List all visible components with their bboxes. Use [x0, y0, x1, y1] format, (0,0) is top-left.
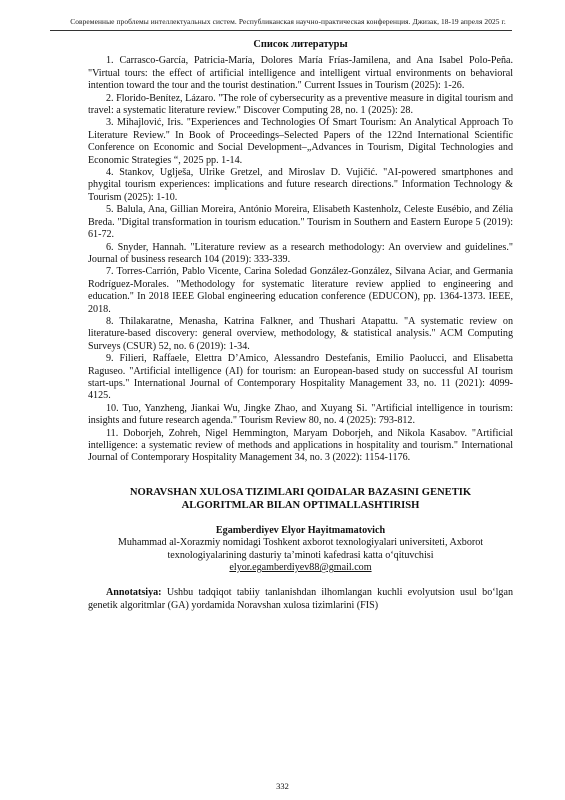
author-email-link[interactable]: elyor.egamberdiyev88@gmail.com: [229, 562, 372, 574]
reference-item: 11. Doborjeh, Zohreh, Nigel Hemmington, Maryam Doborjeh, and Nikola Kasabov. "Artificial intelligence: a systematic review of methods and applications in hospitality and tourism." International Journal of Contemporary Hospitality Management 34, no. 3 (2022): 1154-1176.: [88, 427, 513, 464]
reference-item: 2. Florido-Benítez, Lázaro. "The role of cybersecurity as a preventive measure in digital tourism and travel: a systematic literature review." Discover Computing 28, no. 1 (2025): 28.: [88, 92, 513, 117]
reference-item: 10. Tuo, Yanzheng, Jiankai Wu, Jingke Zhao, and Xuyang Si. "Artificial intelligence in tourism: insights and future research agenda." Tourism Review 80, no. 4 (2025): 793-812.: [88, 402, 513, 427]
abstract-label: Annotatsiya:: [106, 587, 162, 599]
reference-item: 1. Carrasco-García, Patricia-María, Dolores María Frías-Jamilena, and Ana Isabel Polo-Peña. "Virtual tours: the effect of artificial intelligence and intelligent virtual environments on behavioral intention toward the tour and the tourist destination." Current Issues in Tourism (2025): 1-26.: [88, 55, 513, 92]
author-name: Egamberdiyev Elyor Hayitmamatovich: [215, 524, 386, 536]
running-head: Современные проблемы интеллектуальных систем. Республиканская научно-практическая конференция. Джизак, 18-19 апреля 2025 г.: [70, 17, 506, 26]
reference-item: 4. Stankov, Uglješa, Ulrike Gretzel, and Miroslav D. Vujičić. "AI-powered smartphones and phygital tourism experiences: implications and future research directions." Information Technology & Tourism (2025): 1-10.: [88, 167, 513, 203]
reference-item: 7. Torres-Carrión, Pablo Vicente, Carina Soledad González-González, Silvana Aciar, and Germania Rodríguez-Morales. "Methodology for systematic literature review applied to engineering and education." In 2018 IEEE Global engineering education conference (EDUCON), pp. 1364-1373. IEEE, 2018.: [88, 266, 513, 315]
reference-item: 9. Filieri, Raffaele, Elettra D’Amico, Alessandro Destefanis, Emilio Paolucci, and Elisabetta Raguseo. "Artificial intelligence (AI) for tourism: an European-based study on successful AI tourism start-ups." International Journal of Contemporary Hospitality Management 33, no. 11 (2021): 4099-4125.: [88, 353, 513, 402]
abstract-paragraph: [88, 587, 513, 612]
header-rule: [50, 30, 512, 31]
reference-item: 6. Snyder, Hannah. "Literature review as a research methodology: An overview and guidelines." Journal of business research 104 (2019): 333-339.: [88, 241, 513, 265]
references-heading: Список литературы: [253, 39, 348, 50]
page-content: [88, 39, 513, 612]
reference-item: 5. Balula, Ana, Gillian Moreira, António Moreira, Elisabeth Kastenholz, Celeste Eusébio, and Zélia Breda. "Digital transformation in tourism education." Tourism in Southern and Eastern Europe 5 (2019): 61-72.: [88, 204, 513, 241]
author-affiliation: Muhammad al-Xorazmiy nomidagi Toshkent axborot texnologiyalari universiteti, Axborot texnologiyalarining dasturiy ta’minoti kafedrasi katta o‘qituvchisi: [117, 537, 484, 561]
abstract-text: Ushbu tadqiqot tabiiy tanlanishdan ilhomlangan kuchli evolyutsion usul bo‘lgan genetik algoritmlar (GA) yordamida Noravshan xulosa tizimlarini (FIS): [88, 587, 513, 611]
page-number: 332: [276, 781, 289, 791]
reference-item: 8. Thilakaratne, Menasha, Katrina Falkner, and Thushari Atapattu. "A systematic review on literature-based discovery: general overview, methodology, & statistical analysis." ACM Computing Surveys (CSUR) 52, no. 6 (2019): 1-34.: [88, 315, 513, 352]
article-title: NORAVSHAN XULOSA TIZIMLARI QOIDALAR BAZASINI GENETIK ALGORITMLAR BILAN OPTIMALLASHTIRISH: [129, 486, 472, 511]
reference-item: 3. Mihajlović, Iris. "Experiences and Technologies Of Smart Tourism: An Analytical Approach To Literature Review." In Book of Proceedings–Selected Papers of the 122nd International Scientific Conference on Economic and Social Development–„Advances in Tourism, Digital Technologies and Economic Strategies “, 2025 pp. 1-14.: [88, 117, 513, 166]
